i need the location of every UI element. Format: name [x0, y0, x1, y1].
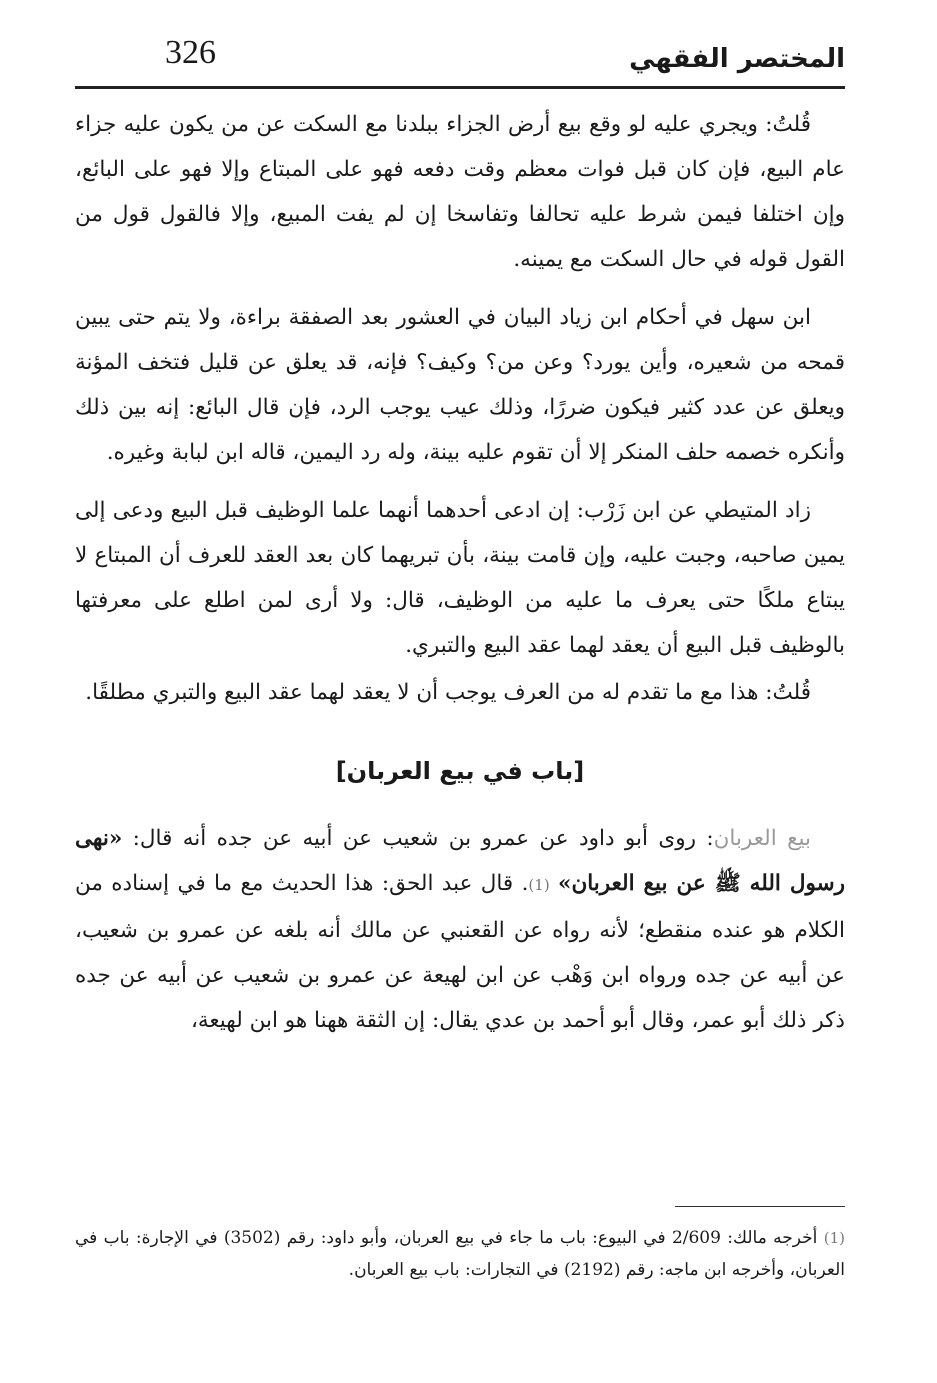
- footnote-text: أخرجه مالك: 2/609 في البيوع: باب ما جاء في بيع العربان، وأبو داود: رقم (3502) في الإجارة: باب في العربان، وأخرجه ابن ماجه: رقم (2192) في التجارات: باب بيع العربان.: [75, 1228, 845, 1280]
- section-lead: : روى أبو داود عن عمرو بن شعيب عن أبيه عن جده أنه قال:: [122, 826, 714, 851]
- footnote-reference[interactable]: (1): [528, 876, 550, 894]
- section-rest: . قال عبد الحق: هذا الحديث مع ما في إسناده من الكلام هو عنده منقطع؛ لأنه رواه عن القعنبي عن مالك أنه بلغه عن عمرو بن شعيب، عن أبيه عن جده ورواه ابن وَهْب عن ابن لهيعة عن عمرو بن شعيب عن أبيه عن جده ذكر ذلك أبو عمر، وقال أبو أحمد بن عدي يقال: إن الثقة ههنا هو ابن لهيعة،: [75, 871, 845, 1033]
- section-paragraph: [75, 816, 845, 1043]
- paragraph: زاد المتيطي عن ابن زَرْب: إن ادعى أحدهما أنهما علما الوظيف قبل البيع ودعى إلى يمين صاحبه، وجبت عليه، وإن قامت بينة، بأن تبريهما كان بعد العقد للعرف أن المبتاع لا يبتاع ملكًا حتى يعرف ما عليه من الوظيف، قال: ولا أرى لمن اطلع على معرفتها بالوظيف قبل البيع أن يعقد لهما عقد البيع والتبري.: [75, 498, 845, 658]
- footnote-marker: (1): [823, 1229, 845, 1247]
- header-rule: [75, 86, 845, 89]
- page-number: 326: [165, 34, 216, 71]
- running-title: المختصر الفقهي: [629, 44, 845, 74]
- page-header: [75, 30, 845, 88]
- footnotes: [75, 1222, 845, 1286]
- section-title: [باب في بيع العربان]: [335, 757, 585, 785]
- paragraph: قُلتُ: هذا مع ما تقدم له من العرف يوجب أن لا يعقد لهما عقد البيع والتبري مطلقًا.: [85, 680, 811, 705]
- section-intro: بيع العربان: [713, 826, 812, 851]
- hadith-quote: «نهى رسول الله ﷺ عن بيع العربان»: [75, 826, 845, 896]
- paragraph: ابن سهل في أحكام ابن زياد البيان في العشور بعد الصفقة براءة، ولا يتم حتى يبين قمحه من شعيره، وأين يورد؟ وعن من؟ وكيف؟ فإنه، قد يعلق عن قليل فتخف المؤنة ويعلق عن عدد كثير فيكون ضررًا، وذلك عيب يوجب الرد، فإن قال البائع: إنه بين ذلك وأنكره خصمه حلف المنكر إلا أن تقوم عليه بينة، وله رد اليمين، قاله ابن لبابة وغيره.: [75, 305, 845, 465]
- main-text: [75, 102, 845, 1056]
- footnote: [75, 1222, 845, 1286]
- footnote-separator: [675, 1206, 845, 1207]
- paragraph: قُلتُ: ويجري عليه لو وقع بيع أرض الجزاء ببلدنا مع السكت عن من يكون عليه جزاء عام البيع، فإن كان قبل فوات معظم وقت دفعه فهو على المبتاع وإلا فهو على البائع، وإن اختلفا فيمن شرط عليه تحالفا وتفاسخا إن لم يفت المبيع، وإلا فالقول قول من القول قوله في حال السكت مع يمينه.: [75, 112, 845, 272]
